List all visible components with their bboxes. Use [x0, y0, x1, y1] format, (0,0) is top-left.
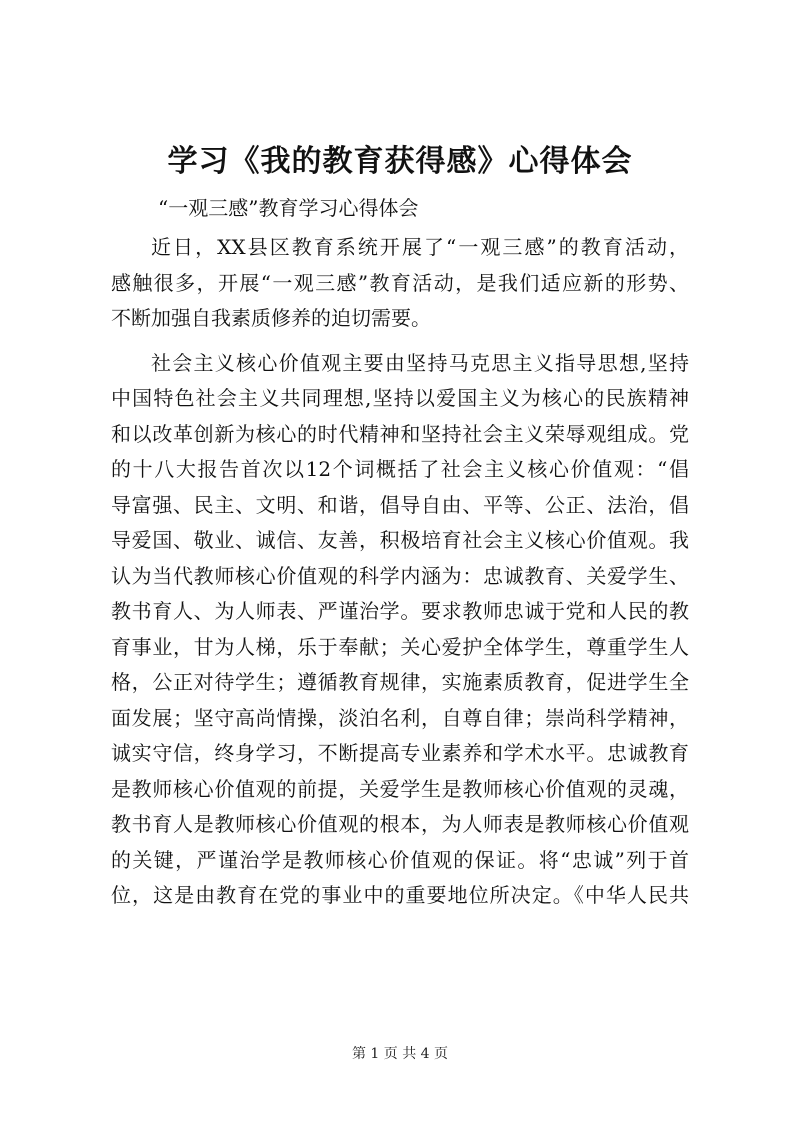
paragraph-line: 近日，XX县区教育系统开展了“一观三感”的教育活动， [151, 235, 689, 259]
document-body [111, 230, 689, 914]
paragraph-line: 教书育人是教师核心价值观的根本，为人师表是教师核心价值观 [111, 812, 689, 836]
paragraph-line: 位，这是由教育在党的事业中的重要地位所决定。《中华人民共 [111, 883, 689, 907]
paragraph-line: 是教师核心价值观的前提，关爱学生是教师核心价值观的灵魂， [111, 776, 689, 801]
paragraph-line: 面发展；坚守高尚情操，淡泊名利，自尊自律；崇尚科学精神， [111, 705, 689, 730]
paragraph-gap [111, 337, 689, 346]
paragraph-line: 感触很多，开展“一观三感”教育活动，是我们适应新的形势、 [111, 270, 689, 295]
paragraph-intro [111, 230, 689, 337]
paragraph-core-values [111, 346, 689, 914]
paragraph-line: 和以改革创新为核心的时代精神和坚持社会主义荣辱观组成。党 [111, 421, 689, 446]
document-subtitle: “一观三感”教育学习心得体会 [158, 196, 419, 220]
paragraph-line: 教书育人、为人师表、严谨治学。要求教师忠诚于党和人民的教 [111, 599, 689, 623]
paragraph-line: 不断加强自我素质修养的迫切需要。 [111, 306, 431, 330]
paragraph-line: 社会主义核心价值观主要由坚持马克思主义指导思想,坚持 [151, 350, 689, 375]
paragraph-line: 导富强、民主、文明、和谐，倡导自由、平等、公正、法治，倡 [111, 492, 689, 517]
document-title: 学习《我的教育获得感》心得体会 [167, 144, 633, 179]
paragraph-line: 导爱国、敬业、诚信、友善，积极培育社会主义核心价值观。我 [111, 528, 689, 552]
paragraph-line: 中国特色社会主义共同理想,坚持以爱国主义为核心的民族精神 [111, 386, 689, 410]
paragraph-line: 育事业，甘为人梯，乐于奉献；关心爱护全体学生，尊重学生人 [111, 634, 689, 659]
paragraph-line: 诚实守信，终身学习，不断提高专业素养和学术水平。忠诚教育 [111, 741, 689, 765]
paragraph-line: 认为当代教师核心价值观的科学内涵为：忠诚教育、关爱学生、 [111, 563, 689, 588]
paragraph-line: 的关键，严谨治学是教师核心价值观的保证。将“忠诚”列于首 [111, 847, 689, 872]
paragraph-line: 的十八大报告首次以12个词概括了社会主义核心价值观：“倡 [111, 457, 689, 481]
paragraph-line: 格，公正对待学生；遵循教育规律，实施素质教育，促进学生全 [111, 670, 689, 694]
page-footer: 第 1 页 共 4 页 [351, 1046, 449, 1062]
